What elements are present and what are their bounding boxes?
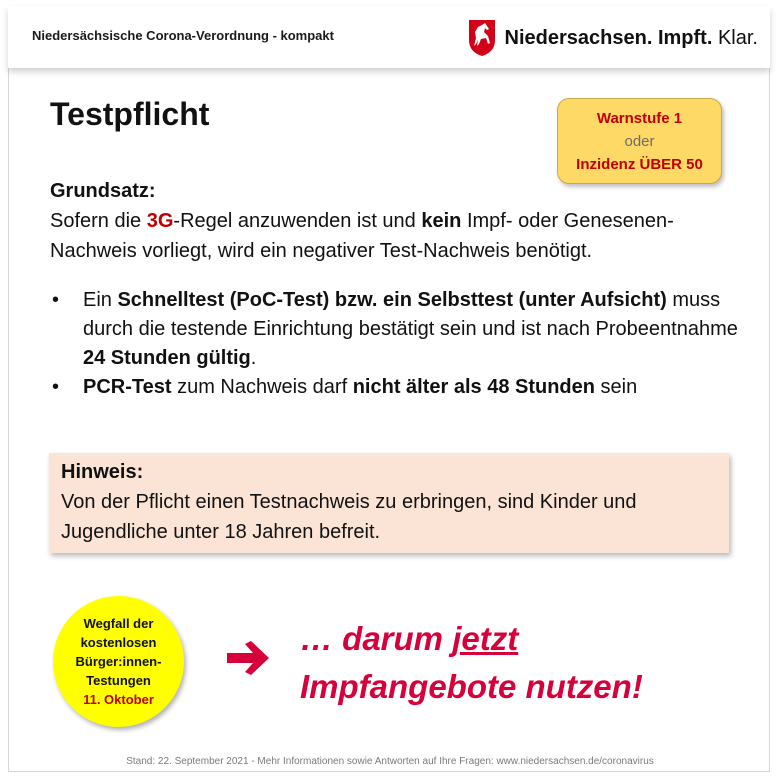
hint-text: Von der Pflicht einen Testnachweis zu erbringen, sind Kinder und Jugendliche unter 18 Jahren befreit. (61, 491, 637, 543)
grundsatz-text-1: Sofern die (50, 210, 147, 232)
grundsatz-3g: 3G (146, 210, 174, 232)
test-end-circle (53, 596, 184, 727)
header-bar (8, 6, 770, 68)
bullet-list (50, 286, 740, 402)
callout-line-1 (300, 615, 643, 663)
brand-part-2: Impft. (657, 26, 713, 49)
grundsatz-text-2: -Regel anzuwenden ist und (173, 210, 422, 232)
grundsatz-section (50, 176, 750, 266)
footer-note: Stand: 22. September 2021 - Mehr Informationen sowie Antworten auf Ihre Fragen: www.niedersachsen.de/coronavirus (126, 756, 654, 767)
brand-text (505, 27, 758, 50)
bullet-1-text-3: . (250, 347, 257, 369)
circle-date: 11. Oktober (83, 692, 154, 707)
bullet-1-text-2: muss durch die testende Einrichtung bestätigt sein und ist nach Probeentnahme (83, 289, 738, 340)
bullet-2-bold-1: PCR-Test (83, 376, 172, 398)
arrow-right-icon (223, 638, 273, 678)
bullet-2-bold-2: nicht älter als 48 Stunden (352, 376, 595, 398)
circle-line-3: Bürger:innen- (75, 654, 162, 669)
callout-text-1: … darum (300, 620, 453, 657)
warn-level-line-1: Warnstufe 1 (596, 110, 683, 127)
bullet-1-text-1: Ein (83, 289, 118, 311)
hint-box (49, 453, 729, 553)
page-title: Testpflicht (50, 96, 210, 132)
callout-line-2: Impfangebote nutzen! (300, 668, 643, 705)
warn-level-box (557, 98, 722, 184)
warn-level-line-3: Inzidenz ÜBER 50 (576, 156, 703, 173)
warn-level-line-2: oder (624, 133, 655, 150)
circle-line-1: Wegfall der (83, 616, 154, 631)
circle-line-2: kostenlosen (80, 635, 157, 650)
bullet-1-bold-2: 24 Stunden gültig (83, 347, 251, 369)
bullet-2-text-2: sein (595, 376, 638, 398)
bullet-1-bold-1: Schnelltest (PoC-Test) bzw. ein Selbsttest (unter Aufsicht) (117, 289, 667, 311)
list-item (50, 373, 740, 402)
vaccination-callout (300, 615, 643, 711)
brand (467, 18, 758, 58)
grundsatz-kein: kein (421, 210, 462, 232)
header-title: Niedersächsische Corona-Verordnung - kompakt (32, 28, 334, 43)
grundsatz-label: Grundsatz: (50, 180, 156, 202)
lower-saxony-horse-icon (467, 18, 497, 58)
bullet-2-text-1: zum Nachweis darf (171, 376, 353, 398)
list-item (50, 286, 740, 373)
circle-line-4: Testungen (86, 673, 151, 688)
grundsatz-text-3: Impf- oder Genesenen-Nachweis vorliegt, wird ein negativer Test-Nachweis benötigt. (50, 210, 674, 262)
brand-part-3: Klar. (717, 26, 758, 49)
hint-label: Hinweis: (61, 461, 144, 483)
brand-part-1: Niedersachsen. (504, 26, 653, 49)
callout-jetzt: jetzt (452, 620, 519, 657)
